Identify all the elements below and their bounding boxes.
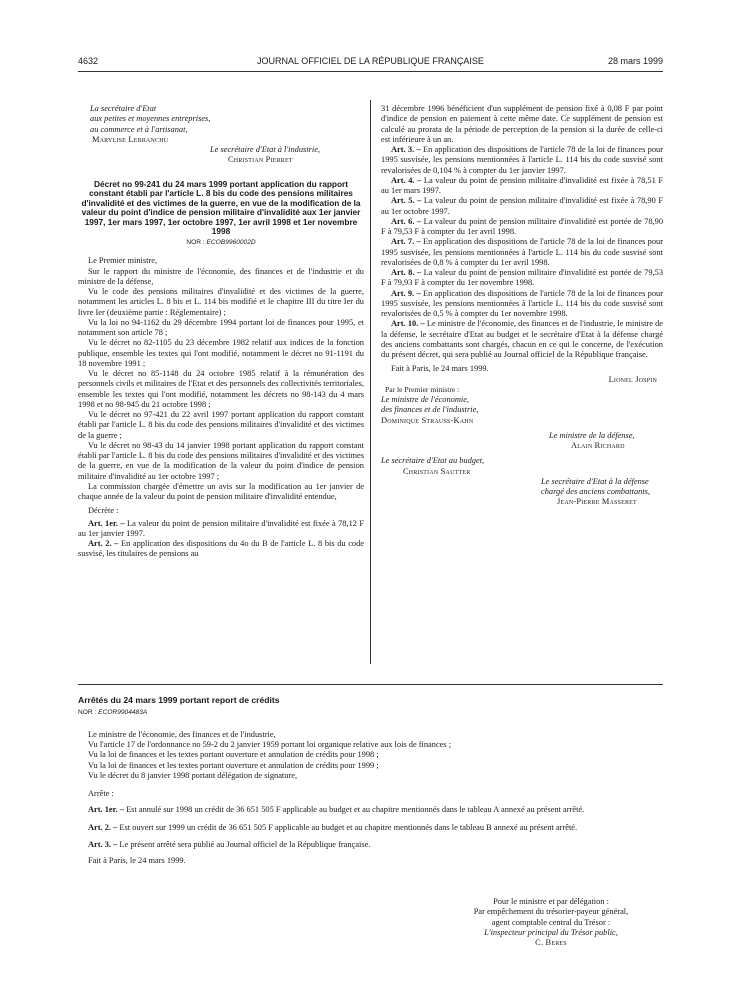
signature-line: chargé des anciens combattants, xyxy=(541,487,651,496)
signature-line: La secrétaire d'Etat xyxy=(90,104,157,113)
previous-signatures xyxy=(78,104,364,166)
arrete-fait: Fait à Paris, le 24 mars 1999. xyxy=(88,856,186,866)
journal-title: JOURNAL OFFICIEL DE LA RÉPUBLIQUE FRANÇAISE xyxy=(257,56,484,66)
arrete-nor: NOR : ECOR9904483A xyxy=(78,708,148,716)
decree-paragraph: Vu le décret no 97-421 du 22 avril 1997 portant application du rapport constant établi par l'article L. 8 bis du code des pensions militaires d'invalidité et des victimes de la guerre ; xyxy=(78,410,364,440)
arrete-article: Art. 2. – Est ouvert sur 1999 un crédit de 36 651 505 F applicable au budget et au chapitre mentionnés dans le tableau B annexé au présent arrêté. xyxy=(88,822,578,832)
decree-article: Art. 2. – En application des dispositions du 4o du B de l'article L. 8 bis du code susvisé, les titulaires de pensions au xyxy=(78,539,365,559)
arrete-visa: Vu le décret du 8 janvier 1998 portant délégation de signature, xyxy=(88,770,298,780)
decree-paragraph: Vu le décret no 85-1148 du 24 octobre 1985 relatif à la rémunération des personnels civils et militaires de l'Etat et des personnels des collectivités territoriales, ensemble les textes qui l'ont modifié, notamment les décrets no 98-143 du 4 mars 1998 et no 98-945 du 21 octobre 1998 ; xyxy=(78,369,364,409)
signature-line: L'inspecteur principal du Trésor public, xyxy=(484,927,618,937)
signatory-name: C. Beres xyxy=(535,938,567,947)
decree-fait: Fait à Paris, le 24 mars 1999. xyxy=(391,364,489,374)
signature-line: Le secrétaire d'Etat au budget, xyxy=(381,456,485,466)
issue-date: 28 mars 1999 xyxy=(607,56,663,66)
arrete-visa: Le ministre de l'économie, des finances et de l'industrie, xyxy=(88,729,276,739)
arrete-signature xyxy=(436,897,666,948)
signature-line: aux petites et moyennes entreprises, xyxy=(90,114,211,124)
decree-article: Art. 8. – La valeur du point de pension militaire d'invalidité est portée de 79,53 F à 79,93 F à compter du 1er novembre 1998. xyxy=(381,268,664,288)
decree-paragraph: Sur le rapport du ministre de l'économie, des finances et de l'industrie et du ministre de la défense, xyxy=(78,266,364,286)
section-rule xyxy=(78,684,663,685)
signature-line: au commerce et à l'artisanat, xyxy=(90,124,188,134)
signatory-name: Marylise Lebranchu xyxy=(92,134,169,144)
decree-article: Art. 1er. – La valeur du point de pension militaire d'invalidité est fixée à 78,12 F au 1er janvier 1997. xyxy=(78,518,365,538)
signatory-name: Christian Sautter xyxy=(403,466,471,476)
signature-line: Le secrétaire d'Etat à la défense xyxy=(541,476,649,486)
decrete-word: Décrète : xyxy=(88,506,119,516)
decree-article: Art. 9. – En application des dispositions de l'article 78 de la loi de finances pour 1995 susvisée, les pensions mentionnées à l'article L. 114 bis du code susvisé sont revalorisées de 0,5 % à compter du 1er novembre 1998. xyxy=(381,288,664,318)
decree-paragraph: La commission chargée d'émettre un avis sur la modification au 1er janvier de chaque année de la valeur du point de pension militaire d'invalidité entendue, xyxy=(78,481,364,502)
decree-article: Art. 7. – En application des dispositions de l'article 78 de la loi de finances pour 1995 susvisée, les pensions mentionnées à l'article L. 114 bis du code susvisé sont revalorisées de 0,8 % à compter du 1er avril 1998. xyxy=(381,237,664,267)
column-divider xyxy=(370,100,371,664)
signatory-name: Dominique Strauss-Kahn xyxy=(381,415,474,425)
signature-line: Le ministre de l'économie, xyxy=(381,395,470,404)
left-column xyxy=(78,104,364,560)
decree-article: Art. 10. – Le ministre de l'économie, des finances et de l'industrie, le ministre de la défense, le secrétaire d'Etat au budget et le secrétaire d'Etat à la défense chargé des anciens combattants sont chargés, chacun en ce qui le concerne, de l'exécution du présent décret, qui sera publié au Journal officiel de la République française. xyxy=(381,319,664,359)
decree-title: Décret no 99-241 du 24 mars 1999 portant application du rapport constant établi par l'article L. 8 bis du code des pensions militaires d'invalidité et des victimes de la guerre, en vue de la modification de la valeur du point d'indice de pension militaire d'invalidité aux 1er janvier 1997, 1er mars 1997, 1er octobre 1997, 1er avril 1998 et 1er novembre 1998 xyxy=(81,178,361,237)
par-pm: Par le Premier ministre : xyxy=(385,384,460,394)
decree-article: Art. 3. – En application des dispositions de l'article 78 de la loi de finances pour 1995 susvisée, les pensions mentionnées à l'article L. 114 bis du code susvisé sont revalorisées de 0,104 % à compter du 1er janvier 1997. xyxy=(381,145,664,175)
arrete-visa: Vu la loi de finances et les textes portant ouverture et annulation de crédits pour 1999 ; xyxy=(88,760,379,770)
page-header xyxy=(78,56,663,68)
decree-paragraph: Vu la loi no 94-1162 du 29 décembre 1994 portant loi de finances pour 1995, et notamment son article 78 ; xyxy=(78,317,364,338)
arrete-visa: Vu la loi de finances et les textes portant ouverture et annulation de crédits pour 1998 ; xyxy=(88,750,379,760)
page-number: 4632 xyxy=(78,56,99,66)
arrete-word: Arrête : xyxy=(88,789,114,799)
header-rule xyxy=(78,71,663,72)
signature-line: des finances et de l'industrie, xyxy=(381,405,479,415)
signature-line: agent comptable central du Trésor : xyxy=(491,917,611,927)
decree-paragraph: Vu le code des pensions militaires d'invalidité et des victimes de la guerre, notamment les articles L. 8 bis et L. 114 bis modifié et le chapitre III du titre Ier du livre Ier (deuxième partie : Réglementaire) ; xyxy=(78,287,364,317)
decree-nor: NOR : ECOB9960002D xyxy=(186,239,256,247)
signatory-name: Christian Pierret xyxy=(228,155,293,165)
decree-paragraph: Le Premier ministre, xyxy=(88,256,158,266)
decree-paragraph: Vu le décret no 98-43 du 14 janvier 1998 portant application du rapport constant établi par l'article L. 8 bis du code des pensions militaires d'invalidité et des victimes de la guerre, en vue de la modification de la valeur du point d'indice de pension militaire d'invalidité au 1er octobre 1997 ; xyxy=(78,440,364,481)
arrete-title: Arrêtés du 24 mars 1999 portant report de crédits xyxy=(78,695,280,705)
arrete-visa: Vu l'article 17 de l'ordonnance no 59-2 du 2 janvier 1959 portant loi organique relative aux lois de finances ; xyxy=(88,740,452,750)
decree-article: Art. 4. – La valeur du point de pension militaire d'invalidité est fixée à 78,51 F au 1er mars 1997. xyxy=(381,175,663,195)
signatory-name: Jean-Pierre Masseret xyxy=(557,497,637,507)
decree-paragraph: Vu le décret no 82-1105 du 23 décembre 1982 relatif aux indices de la fonction publique, ensemble les textes qui l'ont modifié, notamment le décret no 91-1191 du 18 novembre 1991 ; xyxy=(78,338,364,368)
signature-line: Le secrétaire d'Etat à l'industrie, xyxy=(210,145,321,154)
signatory-name: Alain Richard xyxy=(571,441,625,450)
signature-line: Par empêchement du trésorier-payeur général, xyxy=(473,907,629,917)
right-column xyxy=(381,104,663,508)
decree-article: Art. 6. – La valeur du point de pension militaire d'invalidité est portée de 78,90 F à 79,53 F à compter du 1er avril 1998. xyxy=(381,216,664,236)
signature-line: Pour le ministre et par délégation : xyxy=(493,897,609,906)
arrete-section xyxy=(78,696,663,866)
signature-line: Le ministre de la défense, xyxy=(549,430,635,440)
decree-article-continued: 31 décembre 1996 bénéficient d'un supplément de pension fixé à 0,08 F par point d'indice de pension en paiement à cette même date. Ce supplément de pension est calculé au prorata de la période de perception de la pension si la durée de celle-ci est inférieure à un an. xyxy=(381,104,663,144)
arrete-article: Art. 1er. – Est annulé sur 1998 un crédit de 36 651 505 F applicable au budget et au chapitre mentionnés dans le tableau A annexé au présent arrêté. xyxy=(88,805,585,815)
pm-name: Lionel Jospin xyxy=(608,374,657,384)
arrete-article: Art. 3. – Le présent arrêté sera publié au Journal officiel de la République française. xyxy=(88,839,371,849)
decree-article: Art. 5. – La valeur du point de pension militaire d'invalidité est fixée à 78,90 F au 1er octobre 1997. xyxy=(381,196,663,216)
